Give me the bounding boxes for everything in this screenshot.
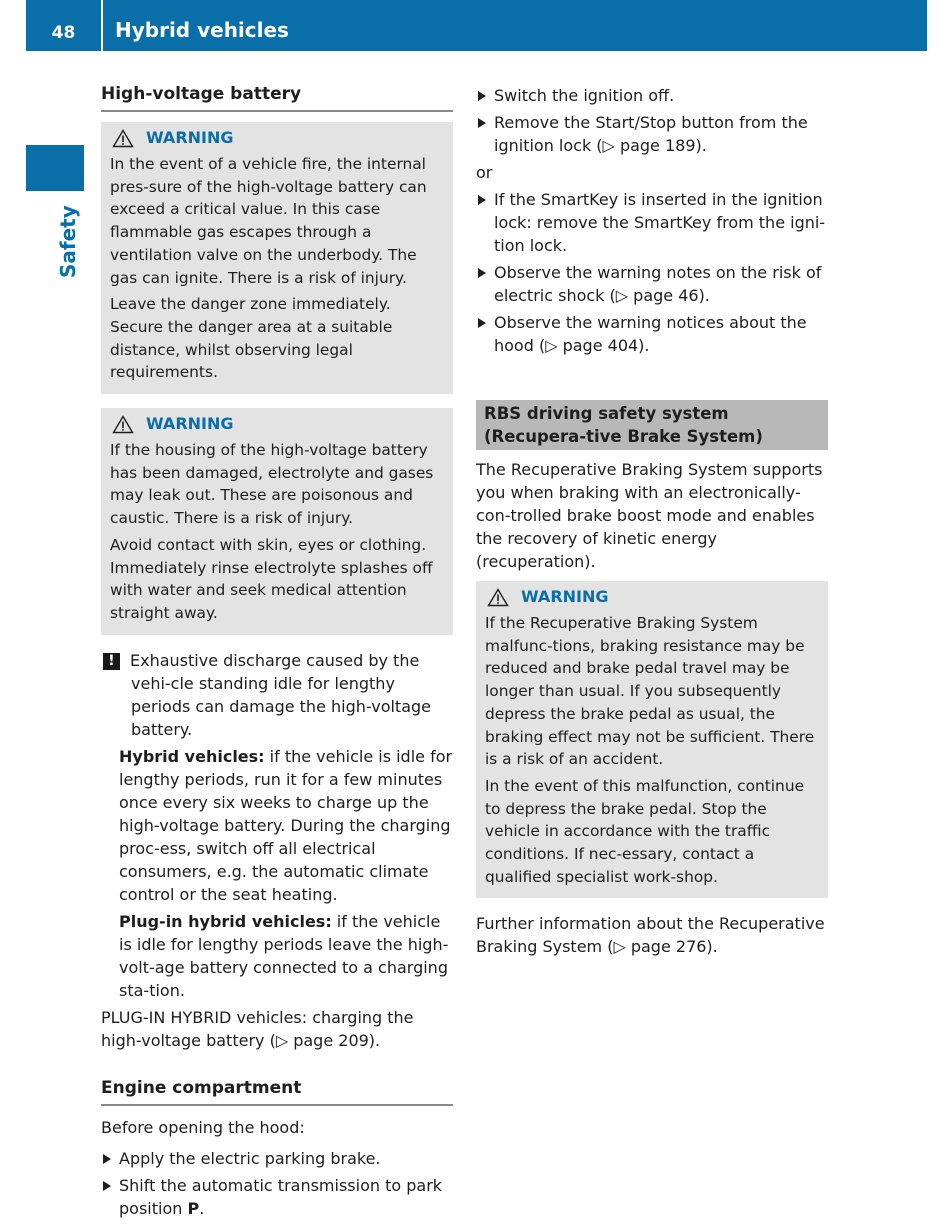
note-bold-label: Hybrid vehicles: <box>119 746 265 766</box>
warning-title <box>110 125 445 151</box>
header-divider <box>101 0 103 51</box>
list-item: Observe the warning notes on the risk of electric shock (▷ page 46). <box>476 261 828 307</box>
page-number: 48 <box>51 23 76 43</box>
warning-paragraph: Leave the danger zone immediately. Secure the danger area at a suitable distance, whilst observing legal requirements. <box>110 295 393 382</box>
before-opening-text: Before opening the hood: <box>101 1117 305 1137</box>
list-item: Observe the warning notices about the hood (▷ page 404). <box>476 311 828 357</box>
section-heading-rbs: RBS driving safety system (Recupera-tive Brake System) <box>476 400 828 450</box>
list-item <box>101 1174 453 1220</box>
warning-paragraph: In the event of this malfunction, continue to depress the brake pedal. Stop the vehicle in accordance with the traffic conditions. If nec-essary, contact a qualified specialist work-shop. <box>485 776 805 886</box>
list-item-bold: P <box>187 1198 200 1218</box>
warning-paragraph: If the housing of the high-voltage battery has been damaged, electrolyte and gases may leak out. These are poisonous and caustic. There is a risk of injury. <box>110 441 434 528</box>
warning-paragraph: Avoid contact with skin, eyes or clothing. Immediately rinse electrolyte splashes off with water and seek medical attention straight away. <box>110 535 433 622</box>
note-text: if the vehicle is idle for lengthy periods leave the high-volt-age battery connected to a charging sta-tion. <box>119 911 449 1000</box>
list-item: Remove the Start/Stop button from the ignition lock (▷ page 189). <box>476 111 828 157</box>
warning-box <box>101 408 453 635</box>
section-tab-label: Safety <box>56 205 80 278</box>
warning-triangle-icon <box>112 415 134 434</box>
further-info-text: Further information about the Recuperative Braking System (▷ page 276). <box>476 914 825 957</box>
or-separator: or <box>476 163 493 182</box>
warning-title <box>485 584 820 610</box>
note-text: if the vehicle is idle for lengthy periods, run it for a few minutes once every six weeks to charge up the high-voltage battery. During the charging proc-ess, switch off all electrical consumers, e.g. the automatic climate control or the seat heating. <box>119 746 453 904</box>
warning-box <box>101 122 453 394</box>
note-paragraph: Exhaustive discharge caused by the vehi-cle standing idle for lengthy periods can damage the high-voltage battery. <box>130 650 432 739</box>
list-item: If the SmartKey is inserted in the ignition lock: remove the SmartKey from the igni-tion lock. <box>476 188 828 257</box>
left-column <box>101 82 453 1224</box>
note-bold-label: Plug-in hybrid vehicles: <box>119 911 332 931</box>
list-item: Switch the ignition off. <box>476 84 828 107</box>
plugin-charging-text: PLUG-IN HYBRID vehicles: charging the high-voltage battery (▷ page 209). <box>101 1007 414 1050</box>
list-item-text: Shift the automatic transmission to park position <box>119 1175 443 1218</box>
note-paragraph <box>119 745 453 906</box>
warning-title-text: WARNING <box>146 414 234 434</box>
list-item: Apply the electric parking brake. <box>101 1147 453 1170</box>
page-header <box>26 0 927 51</box>
warning-title <box>110 411 445 437</box>
right-column <box>476 84 828 958</box>
note-paragraph <box>119 910 453 1002</box>
section-heading-hv-battery: High-voltage battery <box>101 82 453 112</box>
warning-title-text: WARNING <box>521 587 609 606</box>
rbs-intro-text: The Recuperative Braking System supports you when braking with an electronically-con-trolled brake boost mode and enables the recovery of kinetic energy (recuperation). <box>476 460 823 571</box>
list-item-end: . <box>199 1198 205 1218</box>
section-heading-engine: Engine compartment <box>101 1076 453 1106</box>
warning-triangle-icon <box>112 129 134 148</box>
page-title: Hybrid vehicles <box>115 18 289 42</box>
section-tab-marker <box>26 145 84 191</box>
warning-triangle-icon <box>487 588 509 607</box>
warning-title-text: WARNING <box>146 128 234 147</box>
warning-paragraph: In the event of a vehicle fire, the internal pres-sure of the high-voltage battery can exceed a critical value. In this case flammable gas escapes through a ventilation valve on the underbody. The gas can ignite. There is a risk of injury. <box>110 155 427 287</box>
exclamation-icon: ! <box>103 653 120 670</box>
warning-box <box>476 581 828 898</box>
warning-paragraph: If the Recuperative Braking System malfunc-tions, braking resistance may be reduced and brake pedal travel may be longer than usual. If you subsequently depress the brake pedal as usual, the braking effect may not be sufficient. There is a risk of an accident. <box>485 614 815 769</box>
caution-note <box>101 649 453 1002</box>
